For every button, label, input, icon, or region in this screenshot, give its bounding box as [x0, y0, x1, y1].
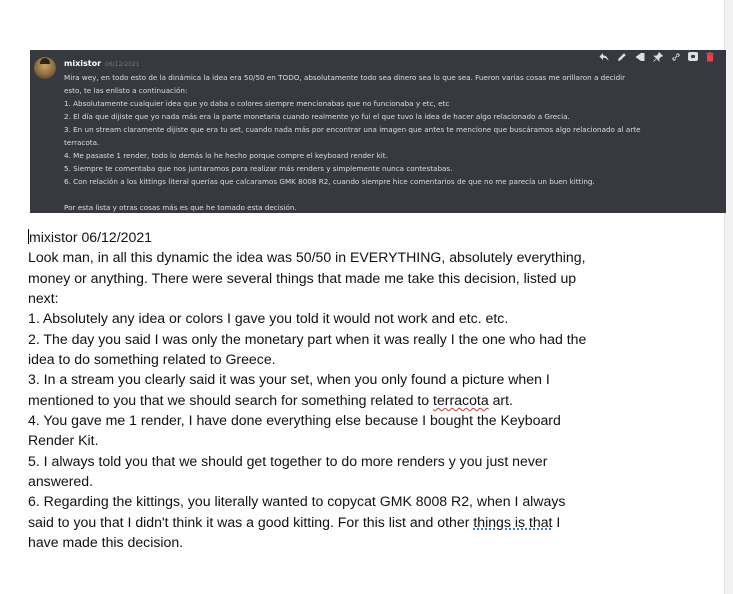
- transcript-line: next:: [28, 290, 59, 307]
- blank-line: [64, 188, 716, 201]
- pin-icon[interactable]: [652, 51, 664, 62]
- transcript-line: 5. I always told you that we should get together to do more renders y you just never: [28, 452, 548, 469]
- delete-icon[interactable]: [704, 51, 716, 62]
- message-line: esto, te las enlisto a continuación:: [64, 86, 188, 95]
- transcript-line: said to you that I didn't think it was a good kitting. For this list and other things is that I: [28, 513, 561, 530]
- transcript-header: mixistor 06/12/2021: [29, 229, 152, 245]
- discord-message-screenshot: [30, 50, 726, 213]
- message-line: Mira wey, en todo esto de la dinámica la idea era 50/50 en TODO, absolutamente todo sea dinero sea lo que sea. Fueron varias cosas me orillaron a decidir: [64, 73, 626, 82]
- transcript-line: 2. The day you said I was only the monetary part when it was really I the one who had the: [28, 330, 587, 347]
- transcript-line: answered.: [28, 473, 94, 490]
- message-line: 3. En un stream claramente dijiste que era tu set, cuando nada más por encontrar una imagen que antes te mencione que buscáramos algo relacionado al arte: [64, 125, 641, 134]
- link-icon[interactable]: [670, 51, 682, 62]
- message-toolbar: [598, 51, 716, 62]
- react-icon[interactable]: [634, 51, 646, 62]
- timestamp: 06/12/2021: [105, 61, 140, 68]
- translation-text[interactable]: [28, 227, 638, 553]
- transcript-line: 6. Regarding the kittings, you literally wanted to copycat GMK 8008 R2, when I always: [28, 493, 566, 510]
- transcript-line: have made this decision.: [28, 534, 184, 551]
- grammar-flag[interactable]: things is that: [473, 513, 553, 530]
- reply-icon[interactable]: [598, 51, 610, 62]
- message-line: 6. Con relación a los kittings literal querías que calcaramos GMK 8008 R2, cuando siempre hice comentarios de que no me parecía un buen kitting.: [64, 177, 595, 186]
- message-line: 1. Absolutamente cualquier idea que yo daba o colores siempre mencionabas que no funcionaba y etc, etc: [64, 99, 450, 108]
- transcript-line: 1. Absolutely any idea or colors I gave you told it would not work and etc. etc.: [28, 310, 509, 327]
- message-body: [64, 71, 716, 213]
- message-line: 5. Siempre te comentaba que nos juntaramos para realizar más renders y simplemente nunca contestabas.: [64, 164, 453, 173]
- transcript-line: money or anything. There were several things that made me take this decision, listed up: [28, 269, 577, 286]
- transcript-line: Look man, in all this dynamic the idea was 50/50 in EVERYTHING, absolutely everything,: [28, 249, 586, 266]
- transcript-line: 3. In a stream you clearly said it was your set, when you only found a picture when I: [28, 371, 550, 388]
- message-line: 2. El día que dijiste que yo nada más era la parte monetaria cuando realmente yo fui el que tuvo la idea de hacer algo relacionado a Grecia.: [64, 112, 570, 121]
- message-line: terracota.: [64, 138, 100, 147]
- edit-icon[interactable]: [616, 51, 628, 62]
- misspelled-word[interactable]: terracota: [433, 391, 489, 408]
- username: mixistor: [64, 59, 102, 68]
- avatar: [34, 57, 56, 79]
- message-line: 4. Me pasaste 1 render, todo lo demás lo he hecho porque compre el keyboard render kit.: [64, 151, 388, 160]
- message-header: [64, 59, 140, 68]
- transcript-line: 4. You gave me 1 render, I have done everything else because I bought the Keyboard: [28, 412, 561, 429]
- transcript-line: Render Kit.: [28, 432, 99, 449]
- transcript-line: mentioned to you that we should search for something related to terracota art.: [28, 391, 513, 408]
- message-closing: Por esta lista y otras cosas más es que he tomado esta decisión.: [64, 203, 297, 212]
- transcript-line: idea to do something related to Greece.: [28, 351, 276, 368]
- badge-icon[interactable]: [688, 52, 698, 61]
